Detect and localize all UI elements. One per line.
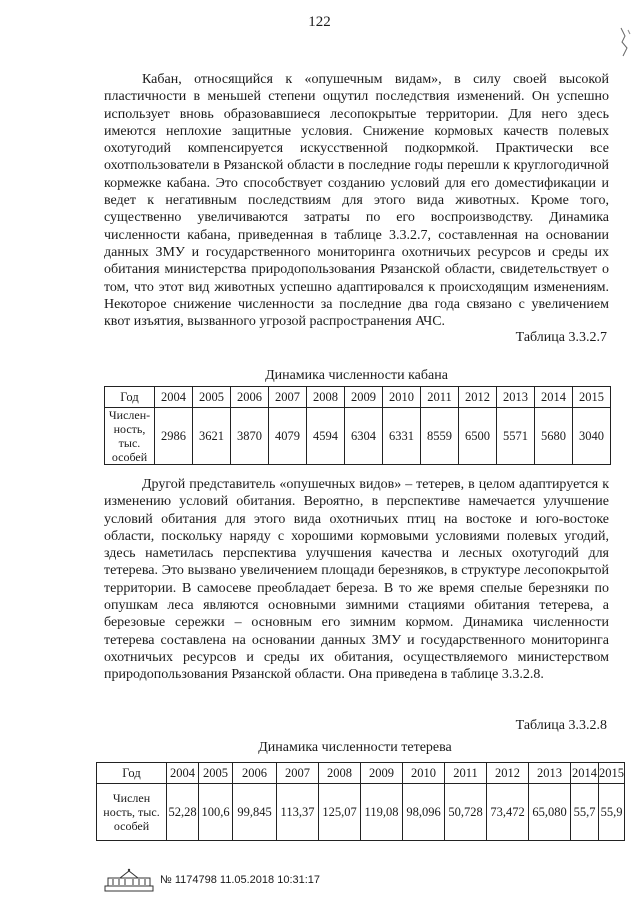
value-cell: 55,7 [571, 784, 599, 841]
year-cell: 2004 [167, 763, 199, 784]
header-cell-year: Год [97, 763, 167, 784]
value-cell: 3040 [573, 408, 611, 465]
value-cell: 5571 [497, 408, 535, 465]
value-cell: 4079 [269, 408, 307, 465]
year-cell: 2014 [535, 387, 573, 408]
table-header-row [97, 763, 625, 784]
year-cell: 2007 [277, 763, 319, 784]
value-cell: 73,472 [487, 784, 529, 841]
value-cell: 8559 [421, 408, 459, 465]
row-header-population: Числен ность, тыс. особей [97, 784, 167, 841]
year-cell: 2009 [361, 763, 403, 784]
black-grouse-population-table [96, 762, 625, 841]
value-cell: 50,728 [445, 784, 487, 841]
value-cell: 3621 [193, 408, 231, 465]
value-cell: 113,37 [277, 784, 319, 841]
year-cell: 2010 [383, 387, 421, 408]
value-cell: 125,07 [319, 784, 361, 841]
year-cell: 2009 [345, 387, 383, 408]
page-number: 122 [308, 14, 331, 30]
corner-scribble-icon [617, 26, 633, 60]
year-cell: 2011 [421, 387, 459, 408]
year-cell: 2014 [571, 763, 599, 784]
row-header-population: Числен-ность, тыс. особей [105, 408, 155, 465]
table-row [97, 784, 625, 841]
year-cell: 2011 [445, 763, 487, 784]
table-caption-boar: Динамика численности кабана [265, 368, 448, 383]
year-cell: 2010 [403, 763, 445, 784]
year-cell: 2005 [199, 763, 233, 784]
year-cell: 2012 [459, 387, 497, 408]
table-label-boar: Таблица 3.3.2.7 [515, 330, 607, 345]
value-cell: 6304 [345, 408, 383, 465]
document-stamp: № 1174798 11.05.2018 10:31:17 [160, 874, 321, 886]
year-cell: 2004 [155, 387, 193, 408]
year-cell: 2006 [231, 387, 269, 408]
year-cell: 2008 [307, 387, 345, 408]
value-cell: 3870 [231, 408, 269, 465]
year-cell: 2007 [269, 387, 307, 408]
year-cell: 2013 [529, 763, 571, 784]
table-caption-black-grouse: Динамика численности тетерева [258, 740, 452, 755]
boar-population-table [104, 386, 611, 465]
year-cell: 2005 [193, 387, 231, 408]
value-cell: 6331 [383, 408, 421, 465]
table-label-black-grouse: Таблица 3.3.2.8 [515, 718, 607, 733]
year-cell: 2015 [599, 763, 625, 784]
year-cell: 2008 [319, 763, 361, 784]
value-cell: 55,9 [599, 784, 625, 841]
value-cell: 52,28 [167, 784, 199, 841]
year-cell: 2013 [497, 387, 535, 408]
government-building-seal-icon [104, 868, 154, 892]
paragraph-black-grouse: Другой представитель «опушечных видов» – тетерев, в целом адаптируется к изменению условий обитания. Вероятно, в перспективе намечается улучшение условий обитания для этого вида охотничьих птиц на востоке и юго-востоке области, поскольку наряду с хорошими кормовыми условиями полевых угодий, здесь наметилась перспектива улучшения качества и лесных охотугодий для тетерева. Это вызвано увеличением площади березняков, в структуре лесопокрытой территории. В самосеве преобладает береза. В то же время спелые березняки по опушкам леса являются основными зимними стациями обитания тетерева, а березовые сережки – основным его зимним кормом. Динамика численности тетерева составлена на основании данных ЗМУ и государственного мониторинга охотничьих ресурсов и среды их обитания, осуществляемого министерством природопользования Рязанской области. Она приведена в таблице 3.3.2.8. [104, 477, 609, 683]
value-cell: 2986 [155, 408, 193, 465]
table-row [105, 408, 611, 465]
header-cell-year: Год [105, 387, 155, 408]
year-cell: 2006 [233, 763, 277, 784]
table-header-row [105, 387, 611, 408]
year-cell: 2012 [487, 763, 529, 784]
year-cell: 2015 [573, 387, 611, 408]
value-cell: 100,6 [199, 784, 233, 841]
document-footer [104, 868, 320, 892]
value-cell: 98,096 [403, 784, 445, 841]
paragraph-boar: Кабан, относящийся к «опушечным видам», в силу своей высокой пластичности в меньшей степени ощутил последствия изменений. Он успешно использует вновь образовавшиеся лесопокрытые территории. Для него здесь имеются неплохие защитные условия. Снижение кормовых качеств полевых охотугодий компенсируется искусственной подкормкой. Практически все охотпользователи в Рязанской области в последние годы перешли к круглогодичной кормежке кабана. Это способствует созданию условий для его доместификации и ведет к негативным последствиям для этого вида животных. Кроме того, существенно увеличиваются затраты по его воспроизводству. Динамика численности кабана, приведенная в таблице 3.3.2.7, составленная на основании данных ЗМУ и государственного мониторинга охотничьих ресурсов и среды их обитания министерства природопользования Рязанской области, свидетельствует о том, что этот вид животных успешно адаптировался к происходящим изменениям. Некоторое снижение численности за последние два года связано с увеличением квот изъятия, вызванного угрозой распространения АЧС. [104, 72, 609, 330]
value-cell: 99,845 [233, 784, 277, 841]
value-cell: 6500 [459, 408, 497, 465]
value-cell: 4594 [307, 408, 345, 465]
value-cell: 119,08 [361, 784, 403, 841]
value-cell: 5680 [535, 408, 573, 465]
value-cell: 65,080 [529, 784, 571, 841]
